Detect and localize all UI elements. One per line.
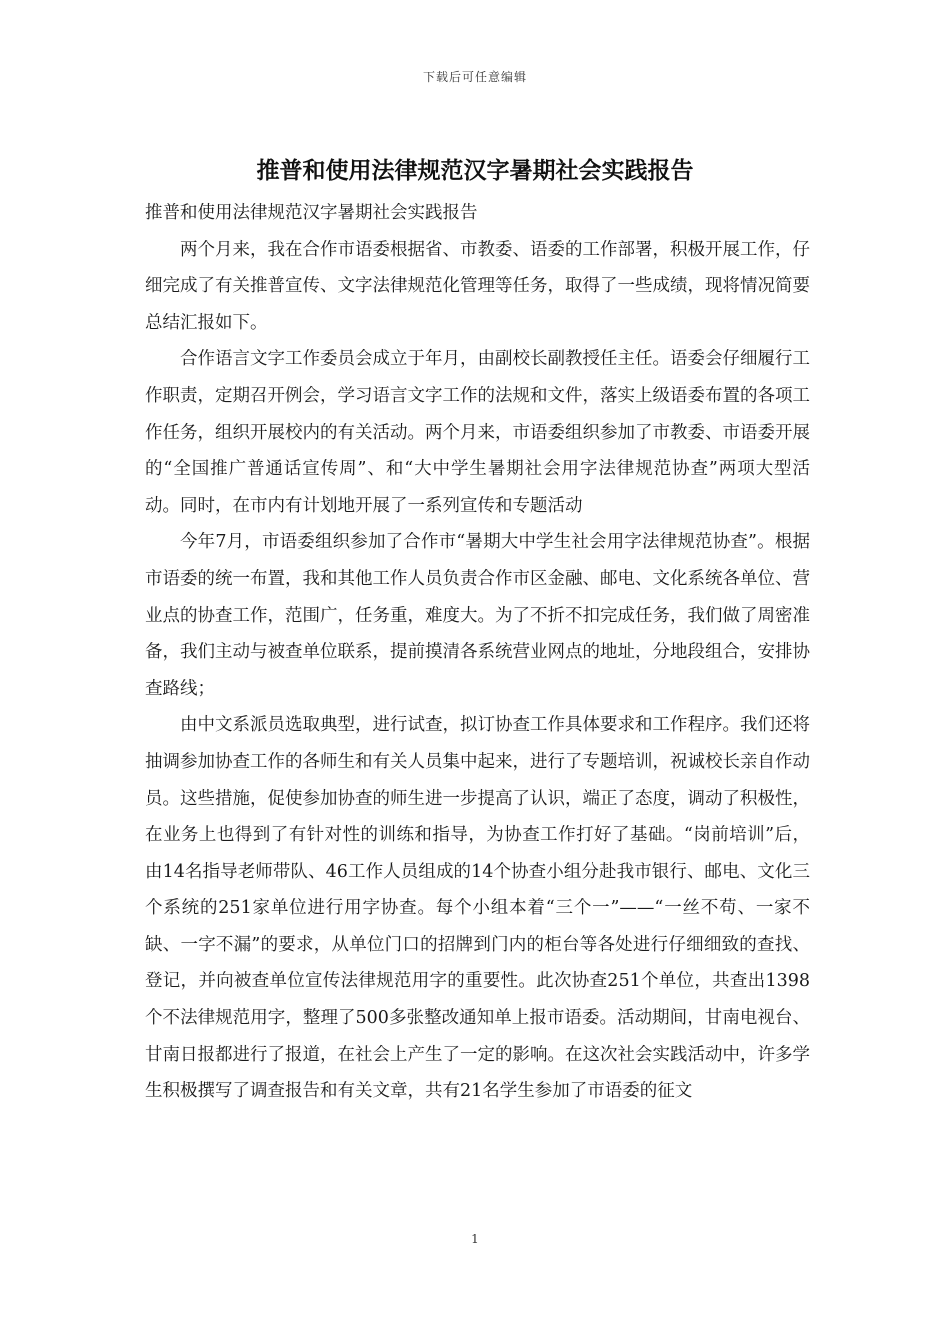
paragraph-2: 合作语言文字工作委员会成立于年月，由副校长副教授任主任。语委会仔细履行工作职责，定期召开例会，学习语言文字工作的法规和文件，落实上级语委布置的各项工作任务，组织开展校内的有关活动。两个月来，市语委组织参加了市教委、市语委开展的“全国推广普通话宣传周”、和“大中学生暑期社会用字法律规范协查”两项大型活动。同时，在市内有计划地开展了一系列宣传和专题活动 <box>145 349 810 516</box>
page-number: 1 <box>471 1232 479 1246</box>
paragraph-3: 今年7月，市语委组织参加了合作市“暑期大中学生社会用字法律规范协查”。根据市语委的统一布置，我和其他工作人员负责合作市区金融、邮电、文化系统各单位、营业点的协查工作，范围广，任务重，难度大。为了不折不扣完成任务，我们做了周密准备，我们主动与被查单位联系，提前摸清各系统营业网点的地址，分地段组合，安排协查路线； <box>145 532 810 699</box>
document-title: 推普和使用法律规范汉字暑期社会实践报告 <box>256 158 694 184</box>
paragraph-4: 由中文系派员选取典型，进行试查，拟订协查工作具体要求和工作程序。我们还将抽调参加协查工作的各师生和有关人员集中起来，进行了专题培训，祝诚校长亲自作动员。这些措施，促使参加协查的师生进一步提高了认识，端正了态度，调动了积极性，在业务上也得到了有针对性的训练和指导，为协查工作打好了基础。“岗前培训”后，由14名指导老师带队、46工作人员组成的14个协查小组分赴我市银行、邮电、文化三个系统的251家单位进行用字协查。每个小组本着“三个一”——“一丝不苟、一家不缺、一字不漏”的要求，从单位门口的招牌到门内的柜台等各处进行仔细细致的查找、登记，并向被查单位宣传法律规范用字的重要性。此次协查251个单位，共查出1398个不法律规范用字，整理了500多张整改通知单上报市语委。活动期间，甘南电视台、甘南日报都进行了报道，在社会上产生了一定的影响。在这次社会实践活动中，许多学生积极撰写了调查报告和有关文章，共有21名学生参加了市语委的征文 <box>145 715 810 1102</box>
document-body <box>145 195 810 1110</box>
header-note: 下载后可任意编辑 <box>422 70 527 84</box>
paragraph-1: 两个月来，我在合作市语委根据省、市教委、语委的工作部署，积极开展工作，仔细完成了有关推普宣传、文字法律规范化管理等任务，取得了一些成绩，现将情况简要总结汇报如下。 <box>145 239 810 333</box>
document-subtitle: 推普和使用法律规范汉字暑期社会实践报告 <box>145 203 478 223</box>
